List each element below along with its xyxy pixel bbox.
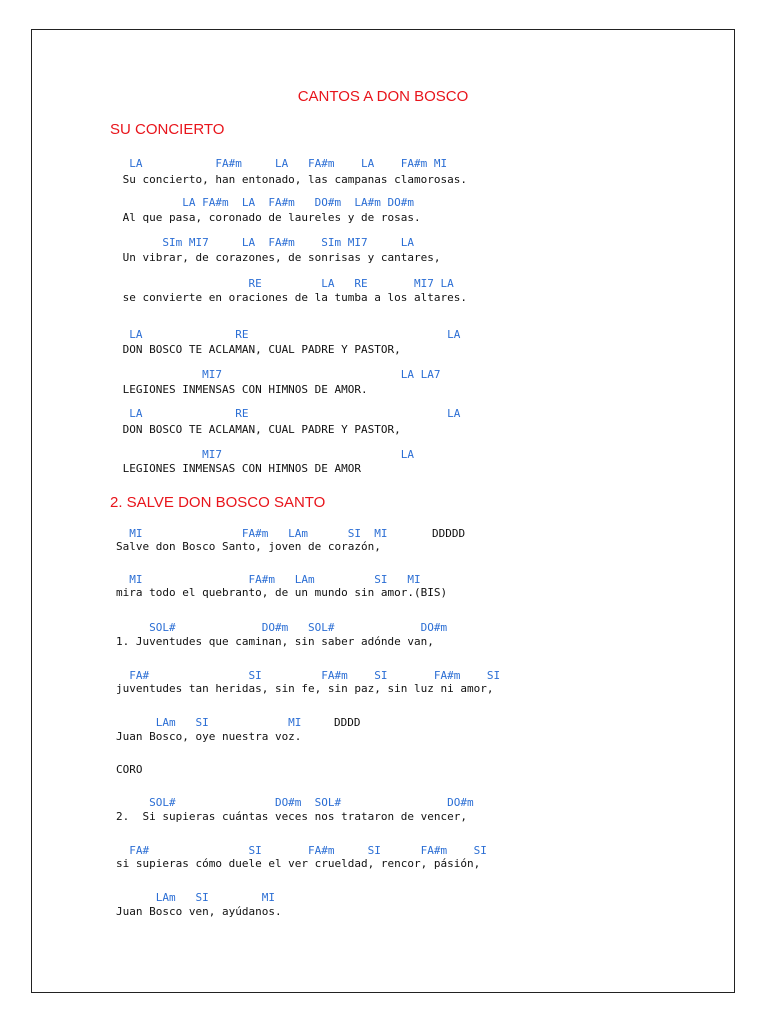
lyric-line: Su concierto, han entonado, las campanas clamorosas. <box>116 173 467 186</box>
chord-line: MI FA#m LAm SI MI <box>116 573 421 586</box>
chord-line: SIm MI7 LA FA#m SIm MI7 LA <box>116 236 415 249</box>
chord-line: LA RE LA <box>116 328 461 341</box>
chord-line: SOL# DO#m SOL# DO#m <box>116 621 448 634</box>
coro-label: CORO <box>116 763 143 776</box>
chord-line: LA RE LA <box>116 407 461 420</box>
song1-heading: SU CONCIERTO <box>110 121 225 138</box>
document-title: CANTOS A DON BOSCO <box>297 88 469 105</box>
chord-extra: DDDD <box>334 716 361 729</box>
lyric-line: DON BOSCO TE ACLAMAN, CUAL PADRE Y PASTOR, <box>116 343 401 356</box>
chord-line: LA FA#m LA FA#m LA FA#m MI <box>116 157 448 170</box>
lyric-line: LEGIONES INMENSAS CON HIMNOS DE AMOR. <box>116 383 368 396</box>
lyric-line: se convierte en oraciones de la tumba a los altares. <box>116 291 467 304</box>
lyric-line: 1. Juventudes que caminan, sin saber adónde van, <box>116 635 434 648</box>
lyric-line: DON BOSCO TE ACLAMAN, CUAL PADRE Y PASTOR, <box>116 423 401 436</box>
lyric-line: juventudes tan heridas, sin fe, sin paz, sin luz ni amor, <box>116 682 494 695</box>
lyric-line: Salve don Bosco Santo, joven de corazón, <box>116 540 381 553</box>
chord-extra: DDDDD <box>432 527 466 540</box>
chord-line: LA FA#m LA FA#m DO#m LA#m DO#m <box>116 196 415 209</box>
lyric-line: Juan Bosco, oye nuestra voz. <box>116 730 302 743</box>
lyric-line: mira todo el quebranto, de un mundo sin amor.(BIS) <box>116 586 448 599</box>
chord-line: LAm SI MI <box>116 891 275 904</box>
lyric-line: Un vibrar, de corazones, de sonrisas y cantares, <box>116 251 441 264</box>
chord-line: LAm SI MI <box>116 716 302 729</box>
chord-line: MI7 LA LA7 <box>116 368 441 381</box>
lyric-line: si supieras cómo duele el ver crueldad, rencor, pásión, <box>116 857 481 870</box>
chord-line: FA# SI FA#m SI FA#m SI <box>116 844 487 857</box>
chord-line: MI7 LA <box>116 448 415 461</box>
chord-line: FA# SI FA#m SI FA#m SI <box>116 669 501 682</box>
chord-line: MI FA#m LAm SI MI <box>116 527 388 540</box>
lyric-line: Juan Bosco ven, ayúdanos. <box>116 905 282 918</box>
song2-heading: 2. SALVE DON BOSCO SANTO <box>110 494 326 511</box>
chord-line: SOL# DO#m SOL# DO#m <box>116 796 474 809</box>
chord-line: RE LA RE MI7 LA <box>116 277 454 290</box>
lyric-line: Al que pasa, coronado de laureles y de rosas. <box>116 211 421 224</box>
document-page <box>31 29 735 993</box>
lyric-line: LEGIONES INMENSAS CON HIMNOS DE AMOR <box>116 462 362 475</box>
lyric-line: 2. Si supieras cuántas veces nos trataron de vencer, <box>116 810 467 823</box>
